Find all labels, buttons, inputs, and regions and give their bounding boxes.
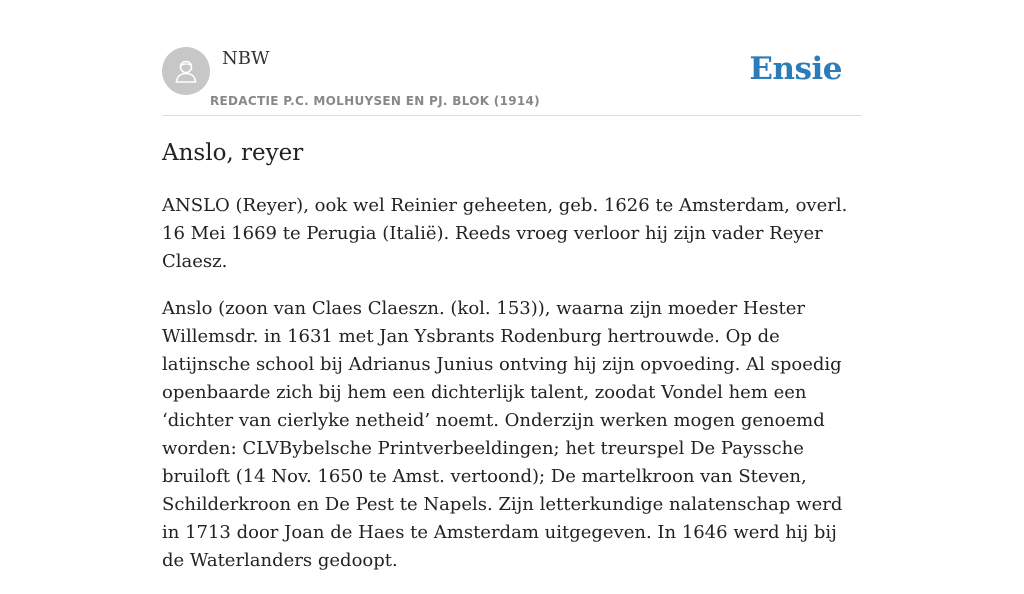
header [162,47,862,116]
editor-credit: REDACTIE P.C. MOLHUYSEN EN PJ. BLOK (1914) [210,94,540,108]
user-icon [172,57,200,85]
article-body [162,192,862,594]
brand-logo[interactable]: Ensie [749,51,842,87]
page-title: Anslo, reyer [162,140,304,166]
author-name[interactable]: NBW [222,48,270,69]
avatar[interactable] [162,47,210,95]
article-paragraph: Anslo (zoon van Claes Claeszn. (kol. 153)), waarna zijn moeder Hester Willemsdr. in 1631 met Jan Ysbrants Rodenburg hertrouwde. Op de latijnsche school bij Adrianus Junius ontving hij zijn opvoeding. Al spoedig openbaarde zich bij hem een dichterlijk talent, zoodat Vondel hem een ‘dichter van cierlyke netheid’ noemt. Onderzijn werken mogen genoemd worden: CLVBybelsche Printverbeeldingen; het treurspel De Payssche bruiloft (14 Nov. 1650 te Amst. vertoond); De martelkroon van Steven, Schilderkroon en De Pest te Napels. Zijn letterkundige nalatenschap werd in 1713 door Joan de Haes te Amsterdam uitgegeven. In 1646 werd hij bij de Waterlanders gedoopt. [162,298,843,571]
article-paragraph: ANSLO (Reyer), ook wel Reinier geheeten, geb. 1626 te Amsterdam, overl. 16 Mei 1669 te Perugia (Italië). Reeds vroeg verloor hij zijn vader Reyer Claesz. [162,195,848,272]
